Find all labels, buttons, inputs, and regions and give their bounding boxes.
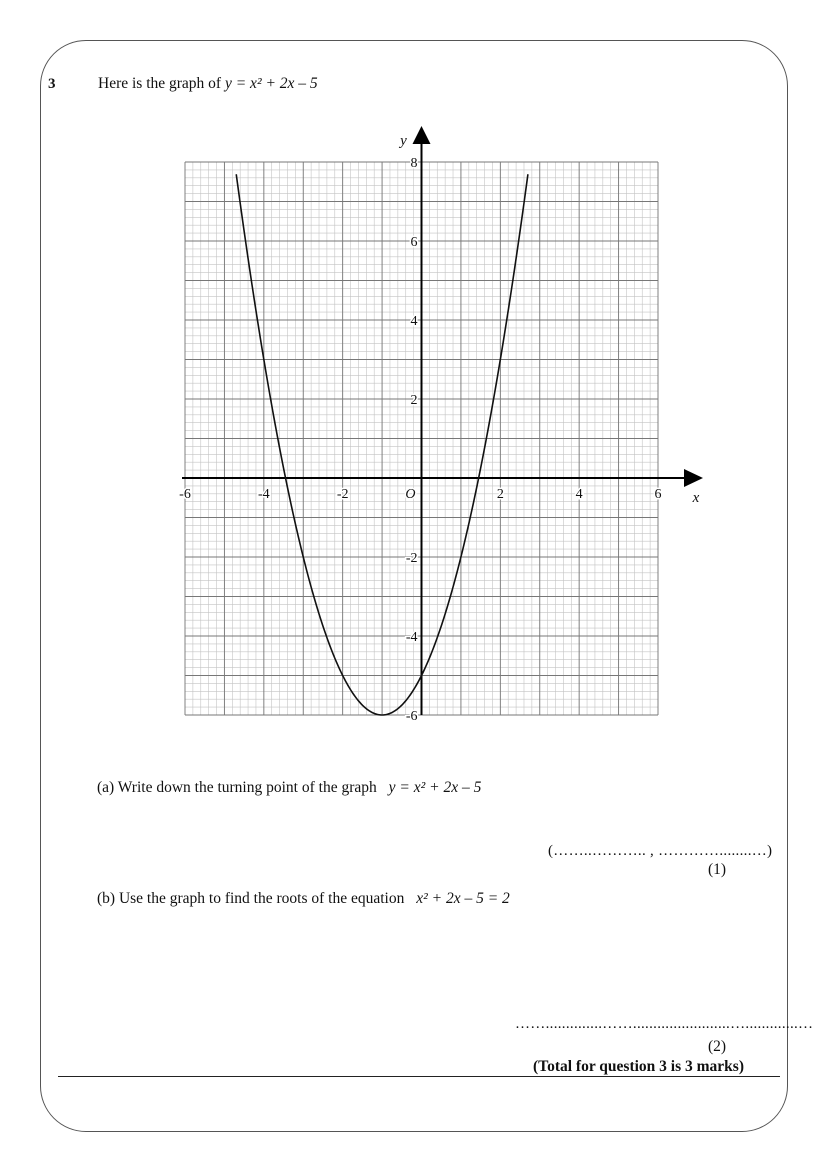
part-b — [97, 890, 510, 908]
x-tick-label: 6 — [654, 487, 662, 502]
y-tick-label: -6 — [405, 709, 418, 724]
y-axis-arrow — [413, 126, 431, 144]
y-tick-label: -2 — [405, 551, 418, 566]
part-a — [97, 779, 481, 797]
part-a-text: (a) Write down the turning point of the graph — [97, 779, 377, 796]
intro-equation: y = x² + 2x – 5 — [224, 75, 318, 92]
y-tick-label: 6 — [410, 235, 418, 250]
origin-label: O — [405, 487, 416, 502]
x-axis-arrow — [684, 469, 703, 487]
y-tick-label: 8 — [410, 156, 418, 171]
y-tick-label: -4 — [405, 630, 418, 645]
total-marks: (Total for question 3 is 3 marks) — [533, 1058, 744, 1075]
answer-a-line[interactable]: (……..……….. , …………........…) — [548, 843, 773, 859]
x-tick-label: 4 — [575, 487, 583, 502]
part-b-text: (b) Use the graph to find the roots of the equation — [97, 890, 405, 907]
marks-a: (1) — [708, 861, 727, 878]
x-tick-label: -6 — [179, 487, 191, 502]
y-tick-label: 2 — [410, 393, 418, 408]
marks-b: (2) — [708, 1038, 727, 1055]
bottom-rule — [58, 1076, 780, 1077]
part-b-equation: x² + 2x – 5 = 2 — [416, 890, 510, 907]
answer-b-line[interactable]: ……..............……........................….............… — [515, 1016, 814, 1032]
x-tick-label: 2 — [496, 487, 504, 502]
x-axis-label: x — [692, 490, 700, 506]
y-axis-label: y — [400, 133, 407, 149]
x-tick-label: -4 — [257, 487, 270, 502]
tick-labels — [179, 133, 700, 724]
y-tick-label: 4 — [410, 314, 418, 329]
x-tick-label: -2 — [336, 487, 349, 502]
question-number: 3 — [48, 76, 56, 92]
part-a-equation: y = x² + 2x – 5 — [388, 779, 482, 796]
intro-text: Here is the graph of — [98, 75, 222, 92]
axes — [182, 126, 703, 715]
